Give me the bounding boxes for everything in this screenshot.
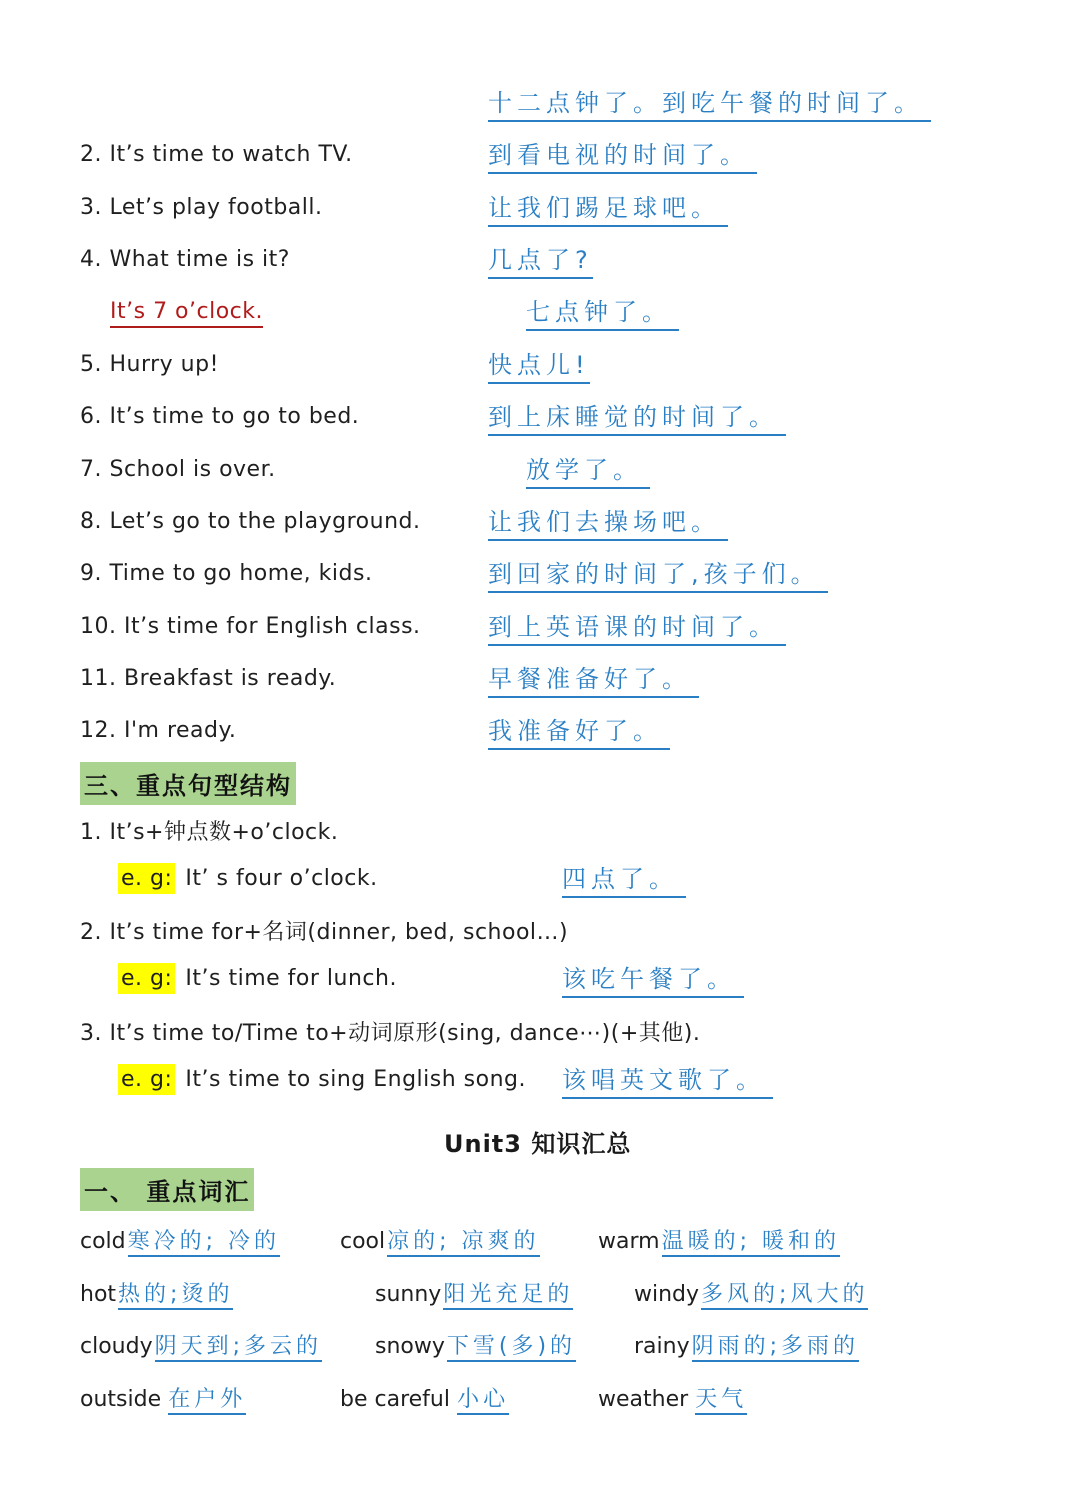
vocab-zh: 天气	[695, 1387, 747, 1415]
vocab-en: snowy	[375, 1334, 445, 1359]
vocab-zh: 小心	[457, 1387, 509, 1415]
sentence-zh: 到看电视的时间了。	[488, 140, 757, 174]
vocab-item	[375, 1277, 573, 1308]
vocab-zh: 在户外	[168, 1387, 246, 1415]
vocab-en: rainy	[634, 1334, 690, 1359]
vocab-zh: 温暖的; 暖和的	[662, 1229, 840, 1257]
vocab-en: warm	[598, 1229, 660, 1254]
vocab-item	[634, 1329, 859, 1360]
sentence-en: 10. It’s time for English class.	[80, 614, 421, 639]
vocab-item	[598, 1382, 747, 1413]
eg-translation: 四点了。	[562, 864, 686, 898]
sentence-en: 9. Time to go home, kids.	[80, 561, 373, 586]
sentence-zh: 早餐准备好了。	[488, 664, 699, 698]
sentence-en: 2. It’s time to watch TV.	[80, 142, 353, 167]
pattern-rule: 1. It’s+钟点数+o’clock.	[80, 820, 339, 845]
vocab-zh: 多风的;风大的	[701, 1282, 868, 1310]
vocab-item	[340, 1382, 509, 1413]
sentence-en: 3. Let’s play football.	[80, 195, 323, 220]
eg-translation: 该吃午餐了。	[562, 964, 744, 998]
pattern-example	[118, 866, 378, 891]
sentence-zh: 让我们去操场吧。	[488, 507, 728, 541]
vocab-en: cloudy	[80, 1334, 153, 1359]
sentence-zh: 几点了?	[488, 245, 593, 279]
vocab-zh: 下雪(多)的	[447, 1334, 576, 1362]
pattern-example	[118, 1067, 526, 1092]
section-heading: 三、重点句型结构	[80, 762, 296, 805]
section-heading: 一、 重点词汇	[80, 1168, 254, 1211]
vocab-item	[80, 1382, 246, 1413]
eg-sentence: It’s time for lunch.	[185, 966, 397, 991]
vocab-en: hot	[80, 1282, 117, 1307]
vocab-en: outside	[80, 1387, 162, 1412]
vocab-en: be careful	[340, 1387, 450, 1412]
answer-1: 十二点钟了。到吃午餐的时间了。	[488, 88, 931, 122]
vocab-zh: 阴雨的;多雨的	[692, 1334, 859, 1362]
eg-label: e. g:	[118, 963, 175, 994]
pattern-rule: 3. It’s time to/Time to+动词原形(sing, dance⋯)(+其他).	[80, 1021, 701, 1046]
eg-label: e. g:	[118, 863, 175, 894]
vocab-zh: 阳光充足的	[443, 1282, 573, 1310]
vocab-item	[80, 1329, 322, 1360]
pattern-rule: 2. It’s time for+名词(dinner, bed, school…)	[80, 920, 569, 945]
sentence-zh: 七点钟了。	[526, 297, 679, 331]
vocab-item	[340, 1224, 540, 1255]
vocab-zh: 阴天到;多云的	[155, 1334, 322, 1362]
sentence-zh: 放学了。	[526, 455, 650, 489]
vocab-en: sunny	[375, 1282, 442, 1307]
vocab-zh: 寒冷的; 冷的	[128, 1229, 280, 1257]
sentence-zh: 到上英语课的时间了。	[488, 612, 786, 646]
sentence-zh: 快点儿!	[488, 350, 590, 384]
unit-title: Unit3 知识汇总	[444, 1130, 632, 1158]
sentence-zh: 让我们踢足球吧。	[488, 193, 728, 227]
sentence-en: 4. What time is it?	[80, 247, 290, 272]
sentence-en: 6. It’s time to go to bed.	[80, 404, 360, 429]
sentence-en: 8. Let’s go to the playground.	[80, 509, 421, 534]
sentence-en: 11. Breakfast is ready.	[80, 666, 337, 691]
sentence-zh: 到上床睡觉的时间了。	[488, 402, 786, 436]
vocab-en: cold	[80, 1229, 126, 1254]
eg-sentence: It’ s four o’clock.	[185, 866, 378, 891]
vocab-item	[598, 1224, 840, 1255]
vocab-item	[375, 1329, 576, 1360]
sentence-en-answer: It’s 7 o’clock.	[110, 299, 263, 328]
vocab-en: weather	[598, 1387, 689, 1412]
sentence-en: 5. Hurry up!	[80, 352, 219, 377]
eg-translation: 该唱英文歌了。	[562, 1065, 773, 1099]
eg-sentence: It’s time to sing English song.	[185, 1067, 526, 1092]
vocab-item	[634, 1277, 868, 1308]
sentence-zh: 我准备好了。	[488, 716, 670, 750]
vocab-item	[80, 1224, 280, 1255]
pattern-example	[118, 966, 397, 991]
eg-label: e. g:	[118, 1064, 175, 1095]
vocab-en: cool	[340, 1229, 386, 1254]
sentence-en: 7. School is over.	[80, 457, 276, 482]
vocab-en: windy	[634, 1282, 700, 1307]
vocab-zh: 凉的; 凉爽的	[387, 1229, 539, 1257]
vocab-item	[80, 1277, 233, 1308]
sentence-zh: 到回家的时间了,孩子们。	[488, 559, 828, 593]
vocab-zh: 热的;烫的	[118, 1282, 233, 1310]
sentence-en: 12. I'm ready.	[80, 718, 237, 743]
